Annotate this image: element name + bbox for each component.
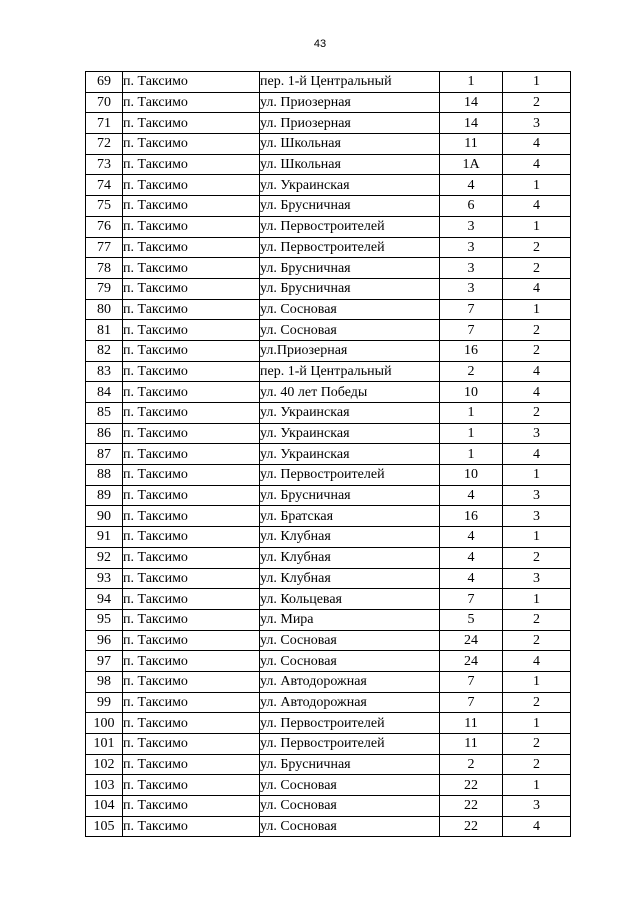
street-cell: ул. Сосновая [260, 320, 440, 341]
table-row [86, 754, 571, 775]
house-number-cell: 1 [440, 403, 503, 424]
table-row [86, 692, 571, 713]
house-number-cell: 14 [440, 113, 503, 134]
street-cell: ул. Клубная [260, 527, 440, 548]
table-row [86, 465, 571, 486]
row-number-cell: 82 [86, 340, 123, 361]
street-cell: ул. Сосновая [260, 796, 440, 817]
settlement-cell: п. Таксимо [123, 113, 260, 134]
settlement-cell: п. Таксимо [123, 609, 260, 630]
table-row [86, 258, 571, 279]
apartment-number-cell: 4 [503, 196, 571, 217]
table-row [86, 527, 571, 548]
house-number-cell: 1А [440, 154, 503, 175]
settlement-cell: п. Таксимо [123, 299, 260, 320]
row-number-cell: 104 [86, 796, 123, 817]
street-cell: ул. Первостроителей [260, 465, 440, 486]
apartment-number-cell: 1 [503, 527, 571, 548]
house-number-cell: 2 [440, 361, 503, 382]
street-cell: ул. Школьная [260, 154, 440, 175]
house-number-cell: 24 [440, 630, 503, 651]
apartment-number-cell: 2 [503, 237, 571, 258]
house-number-cell: 1 [440, 72, 503, 93]
apartment-number-cell: 1 [503, 465, 571, 486]
table-row [86, 651, 571, 672]
row-number-cell: 84 [86, 382, 123, 403]
row-number-cell: 81 [86, 320, 123, 341]
settlement-cell: п. Таксимо [123, 630, 260, 651]
settlement-cell: п. Таксимо [123, 754, 260, 775]
row-number-cell: 102 [86, 754, 123, 775]
apartment-number-cell: 1 [503, 72, 571, 93]
street-cell: ул. Первостроителей [260, 713, 440, 734]
street-cell: ул. Автодорожная [260, 671, 440, 692]
settlement-cell: п. Таксимо [123, 175, 260, 196]
table-body [86, 72, 571, 837]
street-cell: ул. Сосновая [260, 630, 440, 651]
apartment-number-cell: 3 [503, 568, 571, 589]
street-cell: ул. Брусничная [260, 258, 440, 279]
row-number-cell: 103 [86, 775, 123, 796]
apartment-number-cell: 2 [503, 340, 571, 361]
row-number-cell: 92 [86, 547, 123, 568]
street-cell: ул. Первостроителей [260, 237, 440, 258]
apartment-number-cell: 2 [503, 754, 571, 775]
apartment-number-cell: 1 [503, 713, 571, 734]
house-number-cell: 7 [440, 299, 503, 320]
table-row [86, 713, 571, 734]
row-number-cell: 72 [86, 134, 123, 155]
settlement-cell: п. Таксимо [123, 423, 260, 444]
row-number-cell: 93 [86, 568, 123, 589]
street-cell: ул. Сосновая [260, 299, 440, 320]
house-number-cell: 7 [440, 671, 503, 692]
apartment-number-cell: 2 [503, 692, 571, 713]
street-cell: ул. Брусничная [260, 278, 440, 299]
settlement-cell: п. Таксимо [123, 527, 260, 548]
table-row [86, 423, 571, 444]
street-cell: ул. Первостроителей [260, 216, 440, 237]
table-row [86, 671, 571, 692]
house-number-cell: 7 [440, 320, 503, 341]
row-number-cell: 101 [86, 734, 123, 755]
house-number-cell: 22 [440, 816, 503, 837]
settlement-cell: п. Таксимо [123, 568, 260, 589]
house-number-cell: 6 [440, 196, 503, 217]
street-cell: ул. Украинская [260, 175, 440, 196]
settlement-cell: п. Таксимо [123, 444, 260, 465]
apartment-number-cell: 4 [503, 278, 571, 299]
apartment-number-cell: 2 [503, 403, 571, 424]
apartment-number-cell: 4 [503, 816, 571, 837]
apartment-number-cell: 1 [503, 299, 571, 320]
house-number-cell: 1 [440, 423, 503, 444]
apartment-number-cell: 1 [503, 216, 571, 237]
table-row [86, 113, 571, 134]
row-number-cell: 83 [86, 361, 123, 382]
street-cell: ул. Украинская [260, 423, 440, 444]
table-row [86, 340, 571, 361]
street-cell: пер. 1-й Центральный [260, 72, 440, 93]
settlement-cell: п. Таксимо [123, 403, 260, 424]
street-cell: ул. Приозерная [260, 113, 440, 134]
street-cell: пер. 1-й Центральный [260, 361, 440, 382]
house-number-cell: 11 [440, 734, 503, 755]
street-cell: ул. Клубная [260, 547, 440, 568]
apartment-number-cell: 2 [503, 547, 571, 568]
settlement-cell: п. Таксимо [123, 547, 260, 568]
apartment-number-cell: 3 [503, 485, 571, 506]
house-number-cell: 10 [440, 465, 503, 486]
table-row [86, 403, 571, 424]
row-number-cell: 98 [86, 671, 123, 692]
settlement-cell: п. Таксимо [123, 258, 260, 279]
apartment-number-cell: 3 [503, 423, 571, 444]
table-row [86, 444, 571, 465]
address-table [85, 71, 571, 837]
table-row [86, 630, 571, 651]
row-number-cell: 85 [86, 403, 123, 424]
apartment-number-cell: 4 [503, 382, 571, 403]
row-number-cell: 79 [86, 278, 123, 299]
street-cell: ул. Мира [260, 609, 440, 630]
settlement-cell: п. Таксимо [123, 506, 260, 527]
apartment-number-cell: 1 [503, 671, 571, 692]
row-number-cell: 95 [86, 609, 123, 630]
row-number-cell: 94 [86, 589, 123, 610]
settlement-cell: п. Таксимо [123, 361, 260, 382]
row-number-cell: 77 [86, 237, 123, 258]
house-number-cell: 4 [440, 547, 503, 568]
settlement-cell: п. Таксимо [123, 72, 260, 93]
street-cell: ул. Брусничная [260, 754, 440, 775]
row-number-cell: 75 [86, 196, 123, 217]
street-cell: ул. Братская [260, 506, 440, 527]
row-number-cell: 71 [86, 113, 123, 134]
street-cell: ул. Первостроителей [260, 734, 440, 755]
house-number-cell: 3 [440, 278, 503, 299]
apartment-number-cell: 4 [503, 651, 571, 672]
apartment-number-cell: 1 [503, 175, 571, 196]
table-row [86, 506, 571, 527]
settlement-cell: п. Таксимо [123, 692, 260, 713]
apartment-number-cell: 4 [503, 154, 571, 175]
settlement-cell: п. Таксимо [123, 216, 260, 237]
house-number-cell: 3 [440, 216, 503, 237]
street-cell: ул. Приозерная [260, 92, 440, 113]
row-number-cell: 86 [86, 423, 123, 444]
house-number-cell: 2 [440, 754, 503, 775]
settlement-cell: п. Таксимо [123, 465, 260, 486]
house-number-cell: 4 [440, 568, 503, 589]
house-number-cell: 24 [440, 651, 503, 672]
row-number-cell: 90 [86, 506, 123, 527]
table-row [86, 734, 571, 755]
street-cell: ул.Приозерная [260, 340, 440, 361]
row-number-cell: 88 [86, 465, 123, 486]
house-number-cell: 3 [440, 258, 503, 279]
table-row [86, 154, 571, 175]
row-number-cell: 78 [86, 258, 123, 279]
street-cell: ул. Сосновая [260, 651, 440, 672]
table-row [86, 320, 571, 341]
house-number-cell: 22 [440, 775, 503, 796]
street-cell: ул. Кольцевая [260, 589, 440, 610]
apartment-number-cell: 2 [503, 92, 571, 113]
row-number-cell: 70 [86, 92, 123, 113]
row-number-cell: 69 [86, 72, 123, 93]
row-number-cell: 73 [86, 154, 123, 175]
apartment-number-cell: 4 [503, 444, 571, 465]
apartment-number-cell: 2 [503, 320, 571, 341]
house-number-cell: 7 [440, 589, 503, 610]
apartment-number-cell: 2 [503, 630, 571, 651]
table-row [86, 196, 571, 217]
table-row [86, 609, 571, 630]
table-row [86, 796, 571, 817]
house-number-cell: 16 [440, 340, 503, 361]
table-row [86, 216, 571, 237]
settlement-cell: п. Таксимо [123, 589, 260, 610]
street-cell: ул. Брусничная [260, 196, 440, 217]
apartment-number-cell: 1 [503, 589, 571, 610]
settlement-cell: п. Таксимо [123, 320, 260, 341]
row-number-cell: 99 [86, 692, 123, 713]
settlement-cell: п. Таксимо [123, 92, 260, 113]
street-cell: ул. 40 лет Победы [260, 382, 440, 403]
table-row [86, 361, 571, 382]
house-number-cell: 4 [440, 527, 503, 548]
house-number-cell: 14 [440, 92, 503, 113]
settlement-cell: п. Таксимо [123, 734, 260, 755]
settlement-cell: п. Таксимо [123, 775, 260, 796]
table-row [86, 237, 571, 258]
table-row [86, 568, 571, 589]
row-number-cell: 89 [86, 485, 123, 506]
house-number-cell: 11 [440, 134, 503, 155]
row-number-cell: 100 [86, 713, 123, 734]
apartment-number-cell: 4 [503, 361, 571, 382]
street-cell: ул. Клубная [260, 568, 440, 589]
page-number: 43 [313, 38, 327, 50]
house-number-cell: 5 [440, 609, 503, 630]
street-cell: ул. Украинская [260, 403, 440, 424]
apartment-number-cell: 1 [503, 775, 571, 796]
house-number-cell: 4 [440, 175, 503, 196]
row-number-cell: 87 [86, 444, 123, 465]
row-number-cell: 74 [86, 175, 123, 196]
row-number-cell: 96 [86, 630, 123, 651]
settlement-cell: п. Таксимо [123, 134, 260, 155]
house-number-cell: 11 [440, 713, 503, 734]
street-cell: ул. Брусничная [260, 485, 440, 506]
settlement-cell: п. Таксимо [123, 340, 260, 361]
house-number-cell: 22 [440, 796, 503, 817]
apartment-number-cell: 4 [503, 134, 571, 155]
table-row [86, 299, 571, 320]
settlement-cell: п. Таксимо [123, 485, 260, 506]
table-row [86, 775, 571, 796]
table-row [86, 134, 571, 155]
settlement-cell: п. Таксимо [123, 278, 260, 299]
apartment-number-cell: 2 [503, 609, 571, 630]
table-row [86, 816, 571, 837]
apartment-number-cell: 2 [503, 258, 571, 279]
apartment-number-cell: 3 [503, 796, 571, 817]
row-number-cell: 76 [86, 216, 123, 237]
settlement-cell: п. Таксимо [123, 196, 260, 217]
street-cell: ул. Автодорожная [260, 692, 440, 713]
settlement-cell: п. Таксимо [123, 154, 260, 175]
table-row [86, 382, 571, 403]
table-row [86, 485, 571, 506]
table-row [86, 278, 571, 299]
settlement-cell: п. Таксимо [123, 713, 260, 734]
settlement-cell: п. Таксимо [123, 816, 260, 837]
street-cell: ул. Сосновая [260, 816, 440, 837]
house-number-cell: 7 [440, 692, 503, 713]
street-cell: ул. Школьная [260, 134, 440, 155]
table-row [86, 175, 571, 196]
settlement-cell: п. Таксимо [123, 796, 260, 817]
apartment-number-cell: 3 [503, 113, 571, 134]
street-cell: ул. Украинская [260, 444, 440, 465]
street-cell: ул. Сосновая [260, 775, 440, 796]
settlement-cell: п. Таксимо [123, 671, 260, 692]
row-number-cell: 97 [86, 651, 123, 672]
settlement-cell: п. Таксимо [123, 382, 260, 403]
apartment-number-cell: 3 [503, 506, 571, 527]
table-row [86, 72, 571, 93]
house-number-cell: 3 [440, 237, 503, 258]
row-number-cell: 80 [86, 299, 123, 320]
settlement-cell: п. Таксимо [123, 237, 260, 258]
row-number-cell: 91 [86, 527, 123, 548]
row-number-cell: 105 [86, 816, 123, 837]
house-number-cell: 4 [440, 485, 503, 506]
house-number-cell: 1 [440, 444, 503, 465]
table-row [86, 589, 571, 610]
settlement-cell: п. Таксимо [123, 651, 260, 672]
table-row [86, 92, 571, 113]
house-number-cell: 10 [440, 382, 503, 403]
house-number-cell: 16 [440, 506, 503, 527]
apartment-number-cell: 2 [503, 734, 571, 755]
table-row [86, 547, 571, 568]
